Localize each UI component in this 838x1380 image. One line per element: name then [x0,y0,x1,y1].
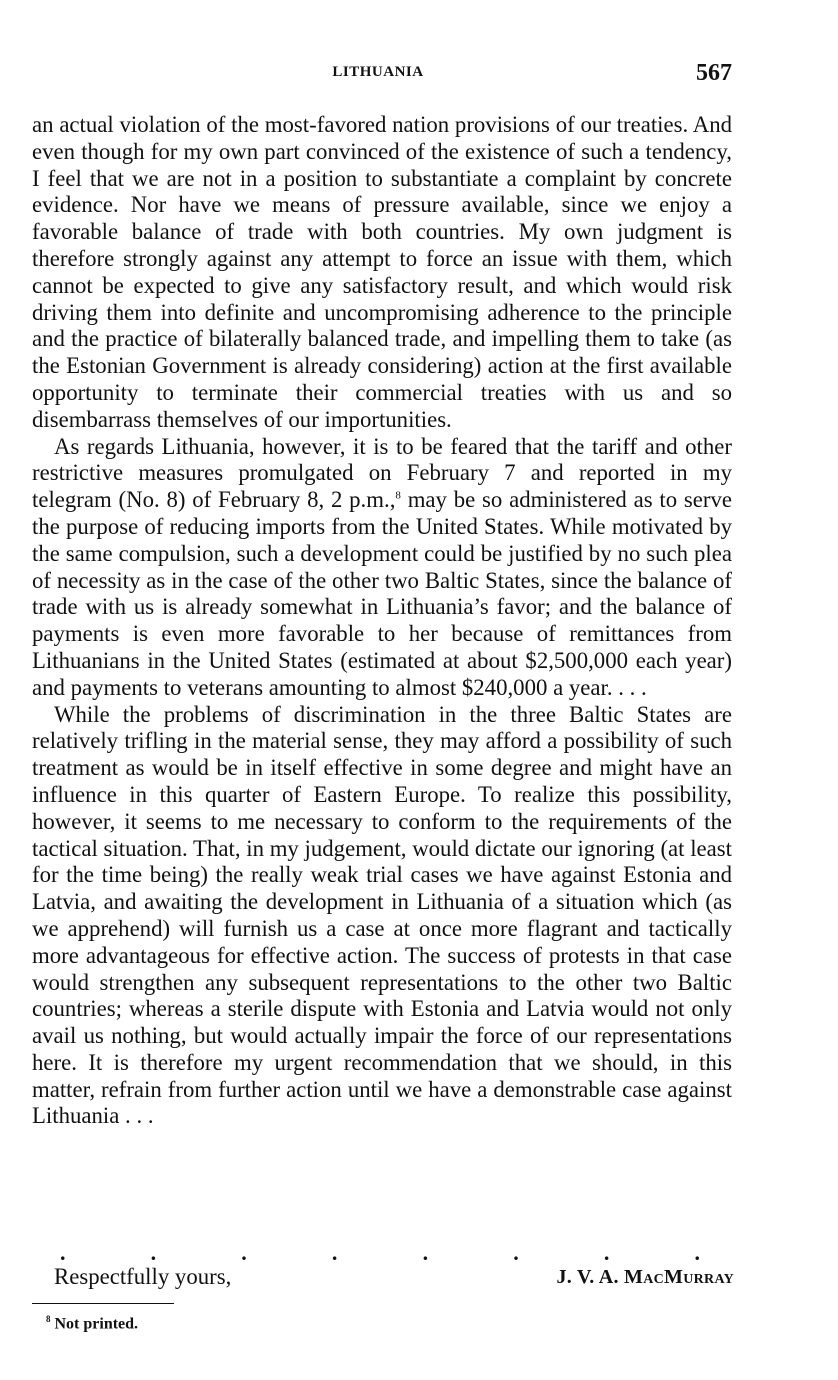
omission-dot: . [513,1240,519,1265]
page-number: 567 [696,60,732,86]
footnote-divider [32,1303,174,1304]
running-title: LITHUANIA [332,64,424,80]
footnote-text: Not printed. [54,1315,139,1333]
omission-dot: . [331,1240,338,1265]
paragraph-1: an actual violation of the most-favored nation provisions of our treaties. And even though for my own part convinced of the existence of such a tendency, I feel that we are not in a position to substantiate a complaint by concrete evidence. Nor have we means of pressure available, since we enjoy a favorable balance of trade with both countries. My own judgment is therefore strongly against any attempt to force an issue with them, which cannot be expected to give any satisfactory result, and which would risk driving them into definite and uncompromising adherence to the principle and the practice of bilaterally balanced trade, and impelling them to take (as the Estonian Government is already considering) action at the first available opportunity to terminate their commercial treaties with us and so disembarrass themselves of our importunities. [32,112,732,432]
omission-dot: . [603,1240,610,1265]
footnote [46,1314,138,1333]
omission-dot: . [60,1240,66,1265]
closing-salutation: Respectfully yours, [54,1264,232,1289]
omission-dot: . [422,1240,429,1265]
paragraph-3: While the problems of discrimination in the three Baltic States are relatively trifling in the material sense, they may afford a possibility of such treatment as would be in itself effective in some degree and might have an influence in this quarter of Eastern Europe. To realize this possibility, however, it seems to me necessary to conform to the requirements of the tactical situation. That, in my judgement, would dictate our ignoring (at least for the time being) the really weak trial cases we have against Estonia and Latvia, and awaiting the development in Lithuania of a situation which (as we apprehend) will furnish us a case at once more flagrant and tactically more advantageous for effective action. The success of protests in that case would strengthen any subsequent representations to the other two Baltic countries; whereas a sterile dispute with Estonia and Latvia would not only avail us nothing, but would actually impair the force of our representations here. It is therefore my urgent recommendation that we should, in this matter, refrain from further action until we have a demonstrable case against Lithuania . . . [32,701,732,1129]
omission-dots [60,1240,700,1266]
omission-dot: . [694,1240,700,1265]
signature: J. V. A. MacMurray [556,1266,734,1288]
footnote-reference: 8 [395,489,401,502]
paragraph-2-text-b: may be so administered as to serve the purpose of reducing imports from the United States. While motivated by the same compulsion, such a development could be justified by no such plea of necessity as in the case of the other two Baltic States, since the balance of trade with us is already somewhat in Lithuania’s favor; and the balance of payments is even more favorable to her because of remittances from Lithuanians in the United States (estimated at about $2,500,000 each year) and payments to veterans amounting to almost $240,000 a year. . . . [32,487,733,700]
letter-body [32,112,732,1130]
paragraph-2 [32,434,732,702]
paragraph-2-text-a: As regards Lithuania, however, it is to be feared that the tariff and other restrictive measures promulgated on February 7 and reported in my telegram (No. 8) of February 8, 2 p.m., [32,433,732,513]
footnote-marker: 8 [46,1314,51,1324]
omission-dot: . [150,1240,157,1265]
omission-dot: . [241,1240,247,1265]
